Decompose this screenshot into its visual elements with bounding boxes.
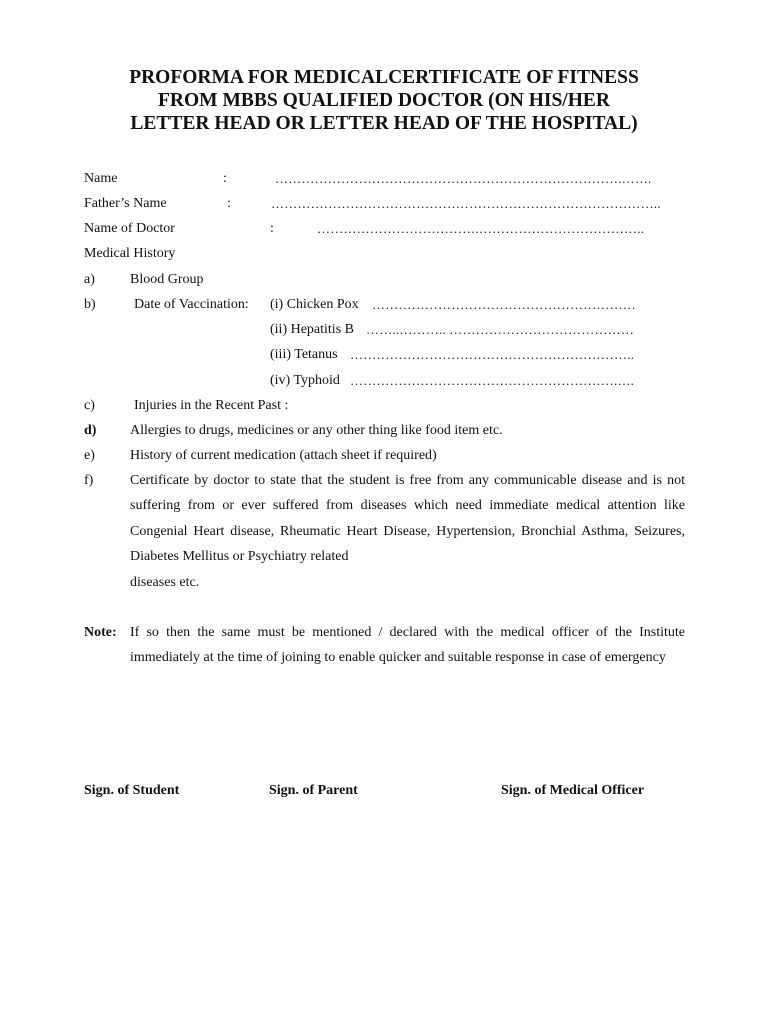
vaccine-typhoid-field[interactable]: …………………………………………………….….: [350, 373, 635, 388]
vaccine-hepatitis-b-label: (ii) Hepatitis B: [270, 322, 354, 337]
vaccine-tetanus-field[interactable]: ………………………………………………………..: [350, 347, 635, 362]
father-name-label: Father’s Name: [84, 196, 167, 211]
item-b-marker: b): [84, 297, 96, 312]
vaccination-label: Date of Vaccination:: [134, 297, 249, 312]
father-name-colon: :: [227, 196, 231, 211]
medication-label: History of current medication (attach sheet if required): [130, 448, 437, 463]
title-line-1: PROFORMA FOR MEDICALCERTIFICATE OF FITNESS: [129, 67, 639, 88]
name-colon: :: [223, 171, 227, 186]
vaccine-chicken-pox-label: (i) Chicken Pox: [270, 297, 359, 312]
certificate-statement-end: diseases etc.: [130, 575, 200, 590]
item-a-marker: a): [84, 272, 95, 287]
page-title: [0, 66, 768, 135]
allergies-label: Allergies to drugs, medicines or any other thing like food item etc.: [130, 423, 503, 438]
doctor-name-colon: :: [270, 221, 274, 236]
name-field[interactable]: …………………………………………………………………….…….: [275, 171, 652, 186]
name-label: Name: [84, 171, 118, 186]
doctor-name-label: Name of Doctor: [84, 221, 175, 236]
doctor-name-field[interactable]: ……………………………….………………………………..: [317, 221, 645, 236]
student-signature-label: Sign. of Student: [84, 783, 180, 798]
injuries-label: Injuries in the Recent Past :: [134, 398, 289, 413]
title-line-3: LETTER HEAD OR LETTER HEAD OF THE HOSPITAL): [130, 113, 638, 134]
medical-history-label: Medical History: [84, 246, 176, 261]
father-name-field[interactable]: ……………………………………………………………………………..: [271, 196, 661, 211]
title-line-2: FROM MBBS QUALIFIED DOCTOR (ON HIS/HER: [158, 90, 610, 111]
medical-officer-signature-label: Sign. of Medical Officer: [501, 783, 645, 798]
vaccine-hepatitis-b-field[interactable]: ……..……….. ……………………………………: [366, 322, 635, 337]
item-f-marker: f): [84, 473, 94, 488]
parent-signature-label: Sign. of Parent: [269, 783, 358, 798]
vaccine-tetanus-label: (iii) Tetanus: [270, 347, 338, 362]
blood-group-label: Blood Group: [130, 272, 204, 287]
vaccine-chicken-pox-field[interactable]: ……………………………………………………: [372, 297, 636, 312]
note-label: Note:: [84, 625, 117, 640]
note-text: If so then the same must be mentioned / declared with the medical officer of the Institute immediately at the time of joining to enable quicker and suitable response in case of emergency: [130, 625, 685, 666]
certificate-statement: Certificate by doctor to state that the student is free from any communicable disease and is not suffering from or ever suffered from diseases which need immediate medical attention like Congenial Heart disease, Rheumatic Heart Disease, Hypertension, Bronchial Asthma, Seizures, Diabetes Mellitus or Psychiatry related: [130, 473, 685, 564]
item-c-marker: c): [84, 398, 95, 413]
item-d-marker: d): [84, 423, 97, 438]
item-e-marker: e): [84, 448, 95, 463]
vaccine-typhoid-label: (iv) Typhoid: [270, 373, 340, 388]
